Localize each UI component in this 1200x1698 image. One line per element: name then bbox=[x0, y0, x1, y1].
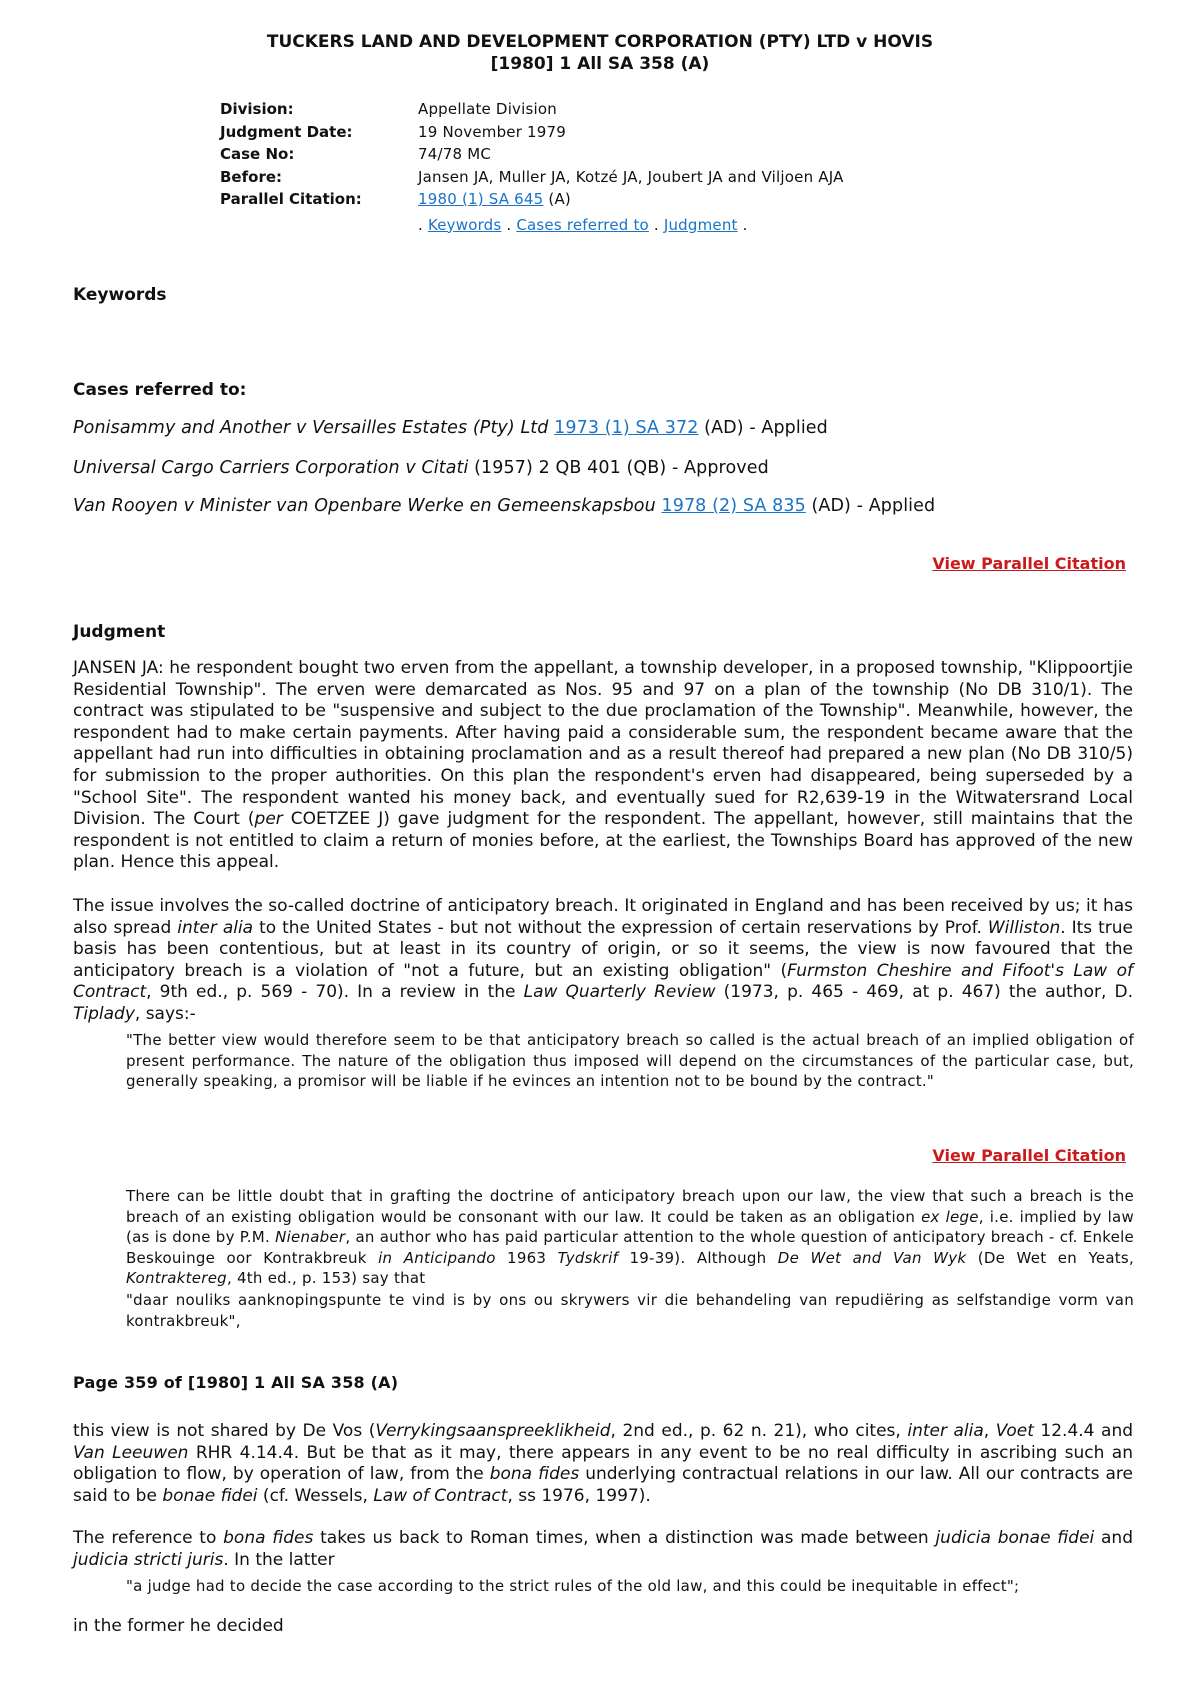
division-label: Division: bbox=[220, 100, 294, 118]
case-reference-1-link[interactable]: 1973 (1) SA 372 bbox=[554, 418, 699, 438]
case-reference-3-link[interactable]: 1978 (2) SA 835 bbox=[661, 496, 806, 516]
nav-keywords-link[interactable]: Keywords bbox=[427, 215, 502, 234]
case-no-row bbox=[220, 145, 980, 168]
case-no-label: Case No: bbox=[220, 145, 295, 163]
before-value: Jansen JA, Muller JA, Kotzé JA, Joubert JA and Viljoen AJA bbox=[418, 167, 844, 186]
case-reference-3-name: Van Rooyen v Minister van Openbare Werke en Gemeenskapsbou bbox=[73, 496, 656, 516]
nav-cases-link[interactable]: Cases referred to bbox=[516, 215, 649, 234]
case-reference-1-name: Ponisammy and Another v Versailles Estates (Pty) Ltd bbox=[73, 418, 549, 438]
block-quote-2: "daar nouliks aanknopingspunte te vind is by ons ou skrywers vir die behandeling van repudiëring as selfstandige vorm van kontrakbreuk", bbox=[126, 1291, 1134, 1330]
judgment-paragraph-4: this view is not shared by De Vos (Verrykingsaanspreeklikheid, 2nd ed., p. 62 n. 21), who cites, inter alia, Voet 12.4.4 and Van Leeuwen RHR 4.14.4. But be that as it may, there appears in any event to be no real difficulty in ascribing such an obligation to flow, by operation of law, from the bona fides underlying contractual relations in our law. All our contracts are said to be bonae fidei (cf. Wessels, Law of Contract, ss 1976, 1997). bbox=[73, 1421, 1134, 1506]
case-reference-3 bbox=[73, 496, 935, 516]
case-reference-2-name: Universal Cargo Carriers Corporation v Citati bbox=[73, 458, 469, 478]
case-reference-2-suffix: (1957) 2 QB 401 (QB) - Approved bbox=[474, 458, 769, 478]
parallel-citation-label: Parallel Citation: bbox=[220, 190, 362, 208]
keywords-heading: Keywords bbox=[73, 285, 167, 305]
case-reference-1-suffix: (AD) - Applied bbox=[704, 418, 828, 438]
block-quote-1: "The better view would therefore seem to be that anticipatory breach so called is the actual breach of an implied obligation of present performance. The nature of the obligation thus imposed will depend on the circumstances of the particular case, but, generally speaking, a promisor will be liable if he evinces an intention not to be bound by the contract." bbox=[126, 1031, 1134, 1090]
judgment-heading: Judgment bbox=[73, 622, 166, 642]
judgment-paragraph-3: There can be little doubt that in grafting the doctrine of anticipatory breach upon our law, the view that such a breach is the breach of an existing obligation would be consonant with our law. It could be taken as an obligation ex lege, i.e. implied by law (as is done by P.M. Nienaber, an author who has paid particular attention to the whole question of anticipatory breach - cf. Enkele Beskouinge oor Kontrakbreuk in Anticipando 1963 Tydskrif 19-39). Although De Wet and Van Wyk (De Wet en Yeats, Kontraktereg, 4th ed., p. 153) say that bbox=[126, 1187, 1135, 1287]
case-title: TUCKERS LAND AND DEVELOPMENT CORPORATION (PTY) LTD v HOVIS bbox=[266, 32, 934, 52]
case-citation-title: [1980] 1 All SA 358 (A) bbox=[490, 54, 710, 74]
case-metadata-table bbox=[220, 100, 980, 238]
block-quote-3: "a judge had to decide the case according to the strict rules of the old law, and this could be inequitable in effect"; bbox=[126, 1577, 1020, 1595]
judgment-paragraph-6: in the former he decided bbox=[73, 1616, 284, 1636]
judgment-paragraph-2: The issue involves the so-called doctrine of anticipatory breach. It originated in England and has been received by us; it has also spread inter alia to the United States - but not without the expression of certain reservations by Prof. Williston. Its true basis has been contentious, but at least in its country of origin, or so it seems, the view is now favoured that the anticipatory breach is a violation of "not a future, but an existing obligation" (Furmston Cheshire and Fifoot's Law of Contract, 9th ed., p. 569 - 70). In a review in the Law Quarterly Review (1973, p. 465 - 469, at p. 467) the author, D. Tiplady, says:- bbox=[73, 896, 1133, 1024]
judgment-date-row bbox=[220, 123, 980, 146]
view-parallel-citation-link-1[interactable]: View Parallel Citation bbox=[932, 554, 1126, 573]
before-row bbox=[220, 168, 980, 191]
case-no-value: 74/78 MC bbox=[418, 145, 492, 163]
parallel-citation-row bbox=[220, 190, 980, 213]
case-reference-1 bbox=[73, 418, 828, 438]
parallel-citation-suffix: (A) bbox=[548, 190, 571, 208]
judgment-date-value: 19 November 1979 bbox=[418, 122, 567, 141]
page-break-header: Page 359 of [1980] 1 All SA 358 (A) bbox=[73, 1373, 399, 1392]
judgment-date-label: Judgment Date: bbox=[220, 122, 353, 141]
cases-heading: Cases referred to: bbox=[73, 380, 247, 400]
nav-judgment-link[interactable]: Judgment bbox=[663, 215, 738, 234]
view-parallel-citation-link-2[interactable]: View Parallel Citation bbox=[932, 1146, 1126, 1165]
nav-links-row: . Keywords . Cases referred to . Judgment . bbox=[418, 215, 748, 234]
case-reference-3-suffix: (AD) - Applied bbox=[811, 496, 936, 516]
judgment-paragraph-5: The reference to bona fides takes us back to Roman times, when a distinction was made between judicia bonae fidei and judicia stricti juris. In the latter bbox=[73, 1528, 1134, 1570]
judgment-paragraph-1: JANSEN JA: he respondent bought two erven from the appellant, a township developer, in a proposed township, "Klippoortjie Residential Township". The erven were demarcated as Nos. 95 and 97 on a plan of the township (No DB 310/1). The contract was stipulated to be "suspensive and subject to the due proclamation of the Township". Meanwhile, however, the respondent had to make certain payments. After having paid a considerable sum, the respondent became aware that the appellant had run into difficulties in obtaining proclamation and as a result thereof had prepared a new plan (No DB 310/5) for submission to the proper authorities. On this plan the respondent's erven had disappeared, being superseded by a "School Site". The respondent wanted his money back, and eventually sued for R2,639-19 in the Witwatersrand Local Division. The Court (per COETZEE J) gave judgment for the respondent. The appellant, however, still maintains that the respondent is not entitled to claim a return of monies before, at the earliest, the Townships Board has approved of the new plan. Hence this appeal. bbox=[73, 658, 1133, 873]
division-value: Appellate Division bbox=[418, 100, 557, 118]
division-row bbox=[220, 100, 980, 123]
parallel-citation-link[interactable]: 1980 (1) SA 645 bbox=[418, 190, 544, 208]
before-label: Before: bbox=[220, 167, 283, 186]
case-reference-2 bbox=[73, 458, 769, 478]
